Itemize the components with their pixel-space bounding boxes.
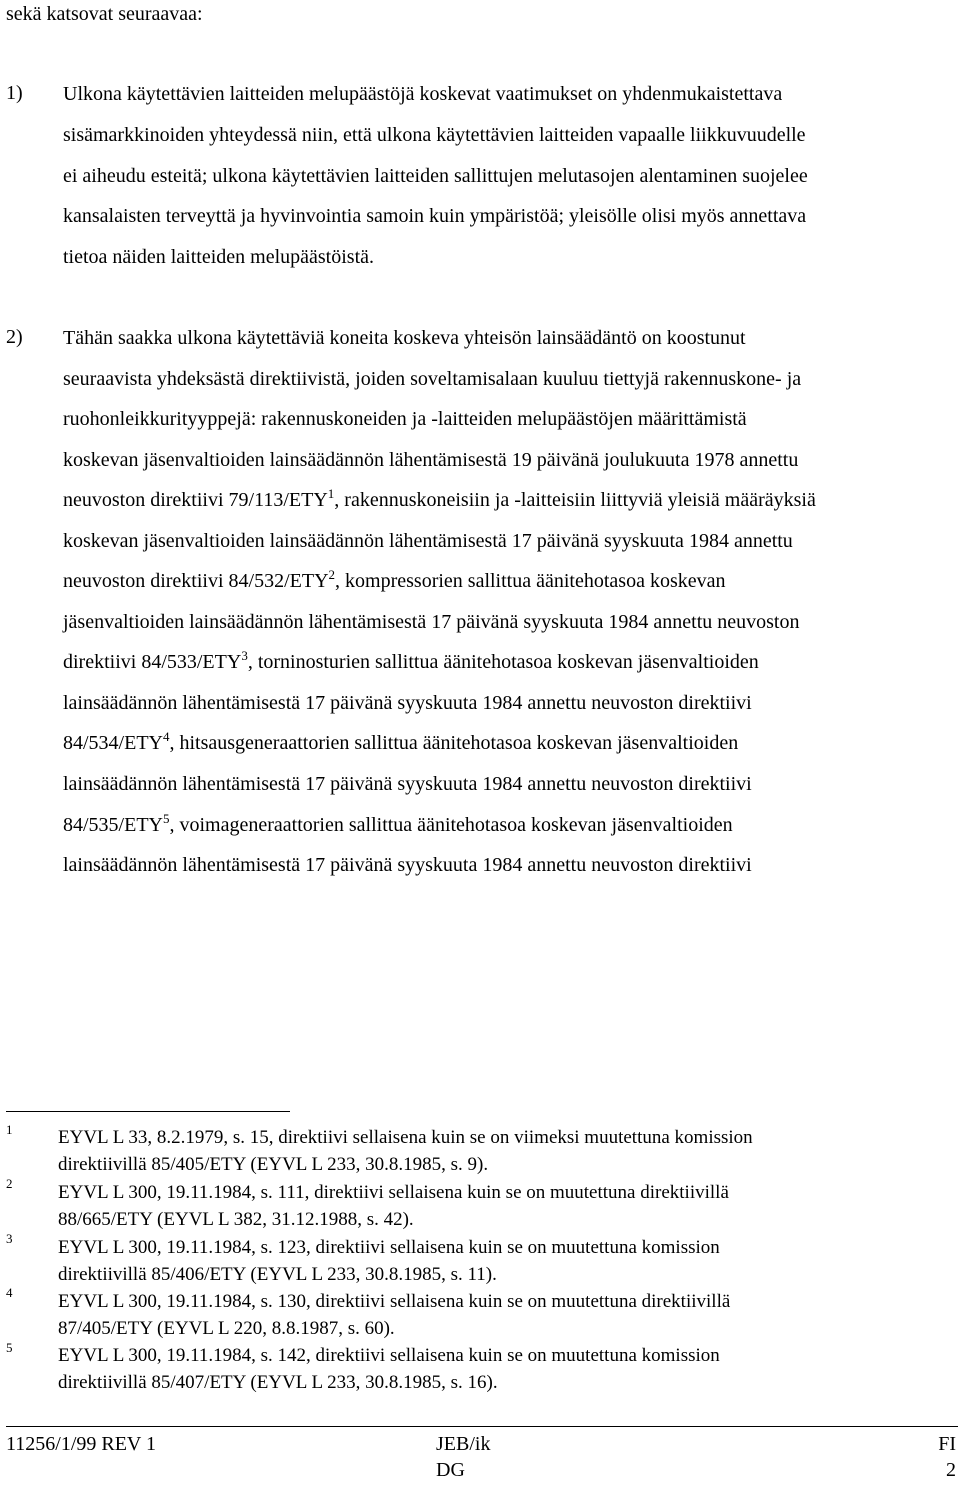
footnote-reference: 3 [241, 648, 248, 663]
line-text: 84/534/ETY [63, 732, 163, 754]
paragraph-line: lainsäädännön lähentämisestä 17 päivänä syyskuuta 1984 annettu neuvoston direktiivi [63, 773, 752, 795]
line-text: , hitsausgeneraattorien sallittua äänitehotasoa koskevan jäsenvaltioiden [169, 732, 739, 754]
footnote-text: EYVL L 33, 8.2.1979, s. 15, direktiivi sellaisena kuin se on viimeksi muutettuna komission [58, 1127, 753, 1148]
paragraph-line: jäsenvaltioiden lainsäädännön lähentämisestä 17 päivänä syyskuuta 1984 annettu neuvoston [63, 611, 800, 633]
author-initials: JEB/ik [436, 1433, 491, 1455]
paragraph-line: koskevan jäsenvaltioiden lainsäädännön lähentämisestä 17 päivänä syyskuuta 1984 annettu [63, 530, 793, 552]
footnote-text: 87/405/ETY (EYVL L 220, 8.8.1987, s. 60). [58, 1318, 395, 1339]
paragraph-line: Tähän saakka ulkona käytettäviä koneita koskeva yhteisön lainsäädäntö on koostunut [63, 327, 746, 349]
paragraph-line: lainsäädännön lähentämisestä 17 päivänä syyskuuta 1984 annettu neuvoston direktiivi [63, 692, 752, 714]
line-text: neuvoston direktiivi 79/113/ETY [63, 489, 328, 511]
line-text: , torninosturien sallittua äänitehotasoa koskevan jäsenvaltioiden [247, 651, 759, 673]
line-text: 84/535/ETY [63, 814, 163, 836]
paragraph-number: 2) [6, 326, 23, 348]
paragraph-line: ei aiheudu esteitä; ulkona käytettävien laitteiden sallittujen melutasojen alentaminen suojelee [63, 165, 808, 187]
footnote-reference: 2 [328, 567, 336, 582]
footnote-number: 2 [6, 1176, 13, 1191]
paragraph-line: ruohonleikkurityyppejä: rakennuskoneiden ja -laitteiden melupäästöjen määrittämistä [63, 408, 747, 430]
document-reference: 11256/1/99 REV 1 [6, 1433, 157, 1455]
footer-rule [6, 1426, 958, 1427]
line-text: direktiivi 84/533/ETY [63, 651, 242, 673]
line-text: , kompressorien sallittua äänitehotasoa koskevan [335, 570, 726, 592]
footnote-separator [6, 1111, 290, 1112]
page-number: 2 [946, 1459, 956, 1481]
directorate-label: DG [436, 1459, 465, 1481]
paragraph-line: lainsäädännön lähentämisestä 17 päivänä syyskuuta 1984 annettu neuvoston direktiivi [63, 854, 752, 876]
language-code: FI [938, 1433, 956, 1455]
paragraph-line: kansalaisten terveyttä ja hyvinvointia samoin kuin ympäristöä; yleisölle olisi myös annettava [63, 205, 807, 227]
paragraph-line [63, 569, 725, 593]
paragraph-line: seuraavista yhdeksästä direktiivistä, joiden soveltamisalaan kuuluu tiettyjä rakennuskone- ja [63, 368, 802, 390]
footnote-text: EYVL L 300, 19.11.1984, s. 123, direktiivi sellaisena kuin se on muutettuna komission [58, 1237, 720, 1258]
footnote-text: 88/665/ETY (EYVL L 382, 31.12.1988, s. 42). [58, 1209, 414, 1230]
footnote-number: 5 [6, 1340, 13, 1355]
footnote-reference: 5 [163, 811, 170, 826]
paragraph-number: 1) [6, 82, 23, 104]
intro-text: sekä katsovat seuraavaa: [6, 3, 203, 25]
footnote-number: 3 [6, 1231, 13, 1246]
footnote-text: direktiivillä 85/407/ETY (EYVL L 233, 30.8.1985, s. 16). [58, 1372, 498, 1393]
footnote-text: EYVL L 300, 19.11.1984, s. 111, direktiivi sellaisena kuin se on muutettuna direktiivillä [58, 1182, 729, 1203]
footnote-text: EYVL L 300, 19.11.1984, s. 142, direktiivi sellaisena kuin se on muutettuna komission [58, 1345, 720, 1366]
footnote-text: direktiivillä 85/405/ETY (EYVL L 233, 30.8.1985, s. 9). [58, 1154, 489, 1175]
footnote-reference: 1 [327, 486, 335, 501]
line-text: , rakennuskoneisiin ja -laitteisiin liittyviä yleisiä määräyksiä [334, 489, 816, 511]
footnote-text: EYVL L 300, 19.11.1984, s. 130, direktiivi sellaisena kuin se on muutettuna direktiivillä [58, 1291, 731, 1312]
paragraph-line: koskevan jäsenvaltioiden lainsäädännön lähentämisestä 19 päivänä joulukuuta 1978 annettu [63, 449, 799, 471]
footnote-number: 1 [6, 1122, 13, 1137]
paragraph-line [63, 488, 816, 512]
paragraph-line: sisämarkkinoiden yhteydessä niin, että ulkona käytettävien laitteiden vapaalle liikkuvuudelle [63, 124, 806, 146]
footnote-reference: 4 [163, 729, 170, 744]
paragraph-line [63, 731, 738, 755]
footnote-text: direktiivillä 85/406/ETY (EYVL L 233, 30.8.1985, s. 11). [58, 1264, 497, 1285]
paragraph-line [63, 813, 733, 837]
paragraph-line: tietoa näiden laitteiden melupäästöistä. [63, 246, 375, 268]
paragraph-line: Ulkona käytettävien laitteiden melupäästöjä koskevat vaatimukset on yhdenmukaistettava [63, 83, 783, 105]
line-text: neuvoston direktiivi 84/532/ETY [63, 570, 329, 592]
line-text: , voimageneraattorien sallittua äänitehotasoa koskevan jäsenvaltioiden [169, 814, 733, 836]
paragraph-line [63, 650, 759, 674]
footnote-number: 4 [6, 1285, 13, 1300]
